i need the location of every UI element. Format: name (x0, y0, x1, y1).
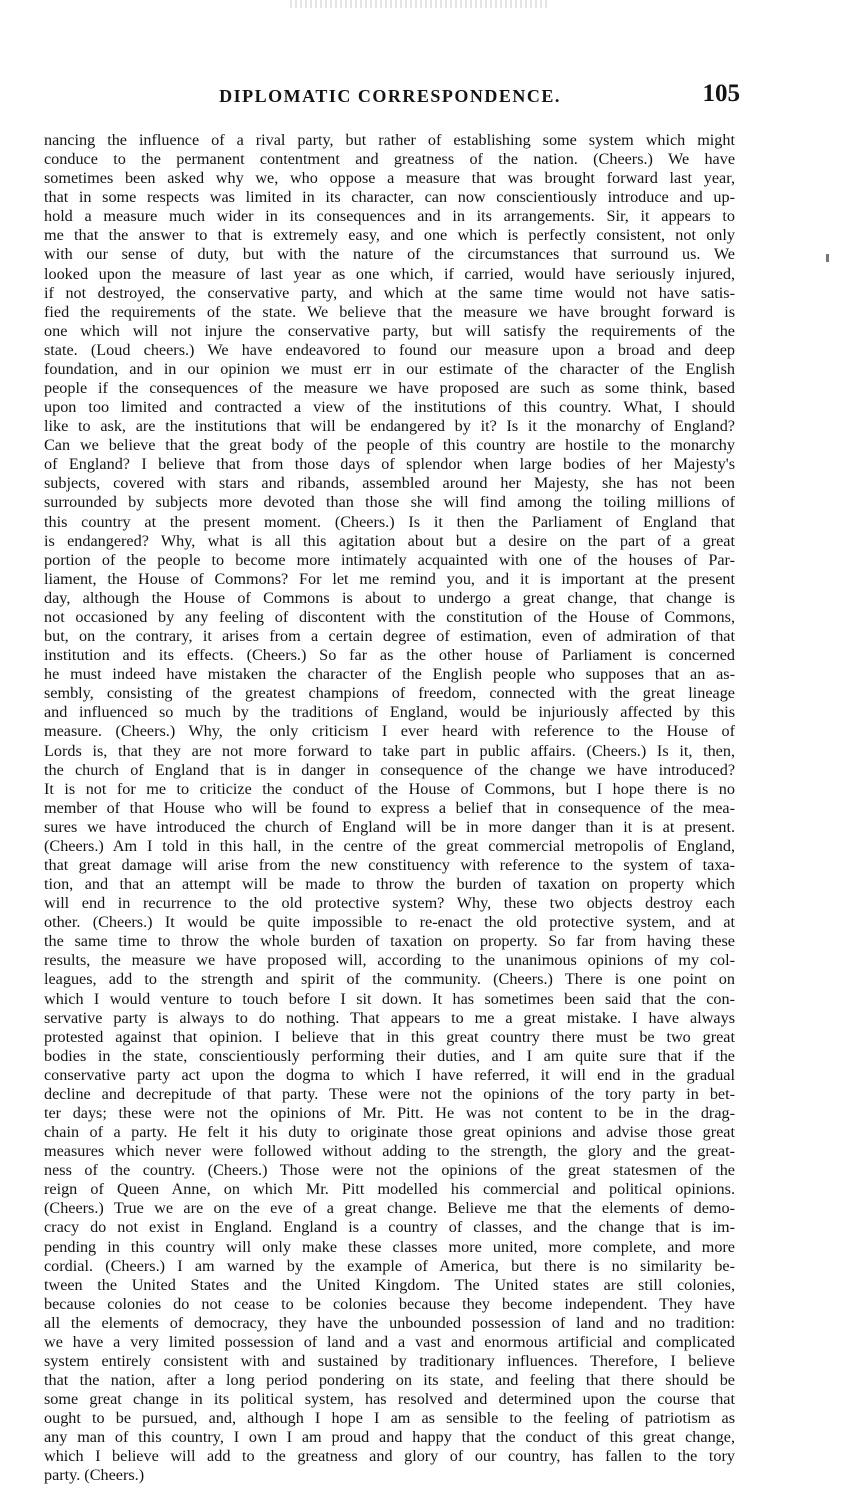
text-line: servative party is always to do nothing. That appears to me a great mistake. I have always (44, 1008, 735, 1027)
text-line: measures which never were followed without adding to the strength, the glory and the great- (44, 1142, 735, 1161)
text-line: ness of the country. (Cheers.) Those were not the opinions of the great statesmen of the (44, 1161, 735, 1180)
text-line: subjects, covered with stars and ribands, assembled around her Majesty, she has not been (44, 474, 735, 493)
text-line: is endangered? Why, what is all this agitation about but a desire on the part of a great (44, 531, 735, 550)
text-line: all the elements of democracy, they have the unbounded possession of land and no tradition: (44, 1313, 735, 1332)
text-line: like to ask, are the institutions that will be endangered by it? Is it the monarchy of England? (44, 417, 735, 436)
text-line: It is not for me to criticize the conduct of the House of Commons, but I hope there is no (44, 779, 735, 798)
text-line: with our sense of duty, but with the nature of the circumstances that surround us. We (44, 245, 735, 264)
text-line: nancing the influence of a rival party, but rather of establishing some system which might (44, 131, 735, 149)
text-line: upon too limited and contracted a view of the institutions of this country. What, I should (44, 398, 735, 417)
text-line: portion of the people to become more intimately acquainted with one of the houses of Par- (44, 550, 735, 569)
text-line: member of that House who will be found to express a belief that in consequence of the mea- (44, 798, 735, 817)
text-line: tion, and that an attempt will be made to throw the burden of taxation on property which (44, 875, 735, 894)
running-head-title: DIPLOMATIC CORRESPONDENCE. (219, 86, 561, 106)
running-head (40, 80, 740, 112)
text-line: (Cheers.) Am I told in this hall, in the centre of the great commercial metropolis of England, (44, 836, 735, 855)
text-line: people if the consequences of the measure we have proposed are such as some think, based (44, 379, 735, 398)
text-line: he must indeed have mistaken the character of the English people who supposes that an as- (44, 665, 735, 684)
scan-mark (826, 254, 829, 262)
body-text (44, 131, 735, 1486)
text-line: sures we have introduced the church of England will be in more danger than it is at present. (44, 817, 735, 836)
text-line: other. (Cheers.) It would be quite impossible to re-enact the old protective system, and at (44, 913, 735, 932)
text-line: some great change in its political system, has resolved and determined upon the course that (44, 1390, 735, 1409)
text-line: which I would venture to touch before I sit down. It has sometimes been said that the con- (44, 989, 735, 1008)
text-line: fied the requirements of the state. We believe that the measure we have brought forward is (44, 302, 735, 321)
text-line: reign of Queen Anne, on which Mr. Pitt modelled his commercial and political opinions. (44, 1180, 735, 1199)
text-line: cracy do not exist in England. England is a country of classes, and the change that is im- (44, 1218, 735, 1237)
text-line: system entirely consistent with and sustained by traditionary influences. Therefore, I believe (44, 1352, 735, 1370)
text-line: ter days; these were not the opinions of Mr. Pitt. He was not content to be in the drag- (44, 1103, 735, 1122)
text-line: we have a very limited possession of land and a vast and enormous artificial and complicated (44, 1332, 735, 1351)
text-line: liament, the House of Commons? For let me remind you, and it is important at the present (44, 569, 735, 588)
text-line: leagues, add to the strength and spirit of the community. (Cheers.) There is one point on (44, 970, 735, 989)
text-line: conservative party act upon the dogma to which I have referred, it will end in the gradual (44, 1065, 735, 1084)
text-line: cordial. (Cheers.) I am warned by the example of America, but there is no similarity be- (44, 1256, 735, 1275)
text-line: not occasioned by any feeling of discontent with the constitution of the House of Commons, (44, 607, 735, 626)
text-line: looked upon the measure of last year as one which, if carried, would have seriously injured, (44, 264, 735, 283)
text-line: hold a measure much wider in its consequences and in its arrangements. Sir, it appears to (44, 207, 735, 226)
text-line: will end in recurrence to the old protective system? Why, these two objects destroy each (44, 894, 735, 913)
text-line: me that the answer to that is extremely easy, and one which is perfectly consistent, not only (44, 226, 735, 245)
text-line: pending in this country will only make these classes more united, more complete, and more (44, 1237, 735, 1256)
text-line: if not destroyed, the conservative party, and which at the same time would not have satis- (44, 283, 735, 302)
text-line: foundation, and in our opinion we must err in our estimate of the character of the English (44, 359, 735, 378)
text-line: conduce to the permanent contentment and greatness of the nation. (Cheers.) We have (44, 150, 735, 169)
text-line: protested against that opinion. I believe that in this great country there must be two great (44, 1027, 735, 1046)
text-line: one which will not injure the conservative party, but will satisfy the requirements of the (44, 321, 735, 340)
text-line: state. (Loud cheers.) We have endeavored to found our measure upon a broad and deep (44, 340, 735, 359)
text-line: the same time to throw the whole burden of taxation on property. So far from having these (44, 932, 735, 951)
text-line: bodies in the state, conscientiously performing their duties, and I am quite sure that if the (44, 1046, 735, 1065)
text-line: that the nation, after a long period pondering on its state, and feeling that there should be (44, 1371, 735, 1390)
text-line: but, on the contrary, it arises from a certain degree of estimation, even of admiration of that (44, 627, 735, 646)
text-line: that in some respects was limited in its character, can now conscientiously introduce and up- (44, 188, 735, 207)
text-line: ought to be pursued, and, although I hope I am as sensible to the feeling of patriotism as (44, 1409, 735, 1428)
text-line: the church of England that is in danger in consequence of the change we have introduced? (44, 760, 735, 779)
text-line: chain of a party. He felt it his duty to originate those great opinions and advise those great (44, 1123, 735, 1142)
text-line: and influenced so much by the traditions of England, would be injuriously affected by this (44, 703, 735, 722)
text-line: day, although the House of Commons is about to undergo a great change, that change is (44, 588, 735, 607)
text-line: measure. (Cheers.) Why, the only criticism I ever heard with reference to the House of (44, 722, 735, 741)
text-line: because colonies do not cease to be colonies because they become independent. They have (44, 1294, 735, 1313)
text-line: sometimes been asked why we, who oppose a measure that was brought forward last year, (44, 169, 735, 188)
text-line: any man of this country, I own I am proud and happy that the conduct of this great change, (44, 1428, 735, 1447)
text-line: that great damage will arise from the new constituency with reference to the system of taxa- (44, 855, 735, 874)
text-line: tween the United States and the United Kingdom. The United states are still colonies, (44, 1275, 735, 1294)
text-line: institution and its effects. (Cheers.) So far as the other house of Parliament is concerned (44, 646, 735, 665)
text-line: party. (Cheers.) (44, 1466, 145, 1485)
text-line: this country at the present moment. (Cheers.) Is it then the Parliament of England that (44, 512, 735, 531)
text-line: surrounded by subjects more devoted than those she will find among the toiling millions of (44, 493, 735, 512)
text-line: decline and decrepitude of that party. These were not the opinions of the tory party in bet- (44, 1084, 735, 1103)
text-line: sembly, consisting of the greatest champions of freedom, connected with the great lineage (44, 684, 735, 703)
page-number: 105 (702, 80, 740, 107)
text-line: (Cheers.) True we are on the eve of a great change. Believe me that the elements of demo- (44, 1199, 735, 1218)
text-line: results, the measure we have proposed will, according to the unanimous opinions of my col- (44, 951, 735, 970)
text-line: Can we believe that the great body of the people of this country are hostile to the monarchy (44, 436, 735, 455)
text-line: which I believe will add to the greatness and glory of our country, has fallen to the tory (44, 1447, 735, 1466)
text-line: of England? I believe that from those days of splendor when large bodies of her Majesty's (44, 455, 735, 474)
scan-artifact (290, 0, 550, 8)
text-line: Lords is, that they are not more forward to take part in public affairs. (Cheers.) Is it, then, (44, 741, 735, 760)
